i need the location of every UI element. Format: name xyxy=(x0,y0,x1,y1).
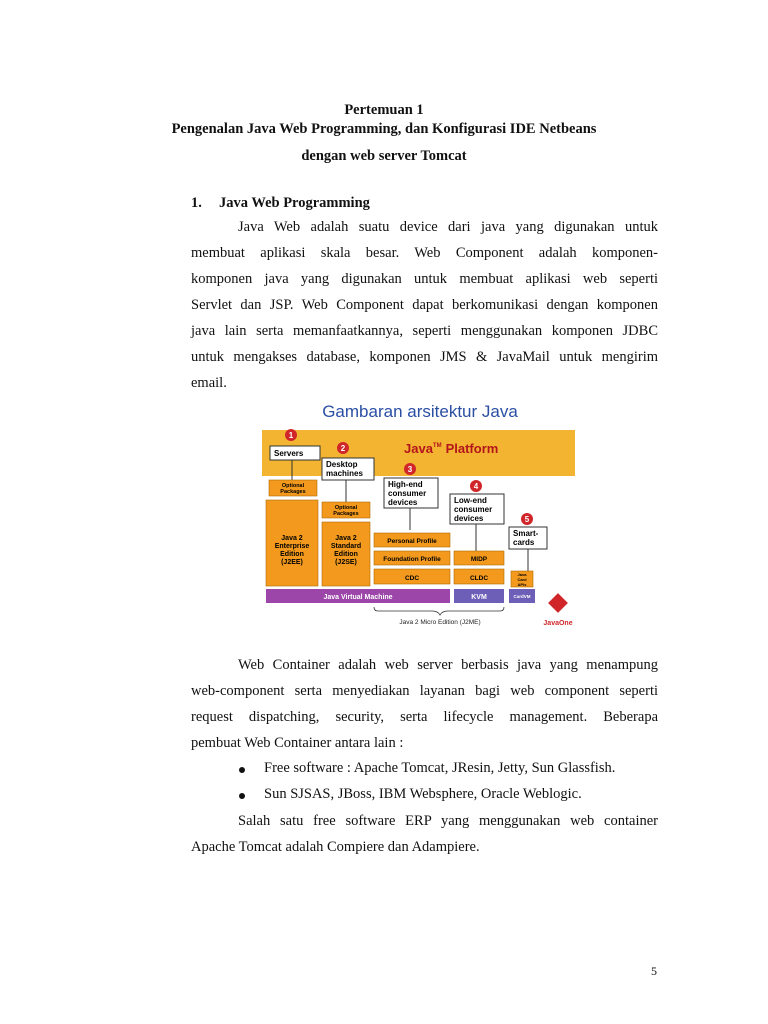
svg-text:cards: cards xyxy=(513,538,535,547)
section-heading xyxy=(191,195,370,212)
section-number: 1. xyxy=(191,195,202,211)
paragraph-line: request dispatching, security, serta lifecycle management. Beberapa xyxy=(191,709,658,725)
optional-packages-2 xyxy=(322,502,370,518)
svg-text:Foundation Profile: Foundation Profile xyxy=(383,556,441,563)
svg-text:CLDC: CLDC xyxy=(469,575,489,582)
svg-text:Personal Profile: Personal Profile xyxy=(387,538,437,545)
svg-text:JavaOne: JavaOne xyxy=(543,620,573,627)
svg-text:Edition: Edition xyxy=(280,551,304,558)
svg-text:Enterprise: Enterprise xyxy=(274,543,310,550)
svg-text:machines: machines xyxy=(326,469,363,478)
highend-box xyxy=(384,478,438,508)
document-page: Pertemuan 1 Pengenalan Java Web Programming, dan Konfigurasi IDE Netbeans dengan web server Tomcat 1. Java Web Programming Java Web adalah suatu device dari java yang digunakan untuk membuat aplikasi skala besar. Web Component adalah komponen- komponen java yang digunakan untuk membuat aplikasi web seperti Servlet dan JSP. Web Component dapat berkomunikasi dengan komponen java lain serta memanfaatkannya, seperti menggunakan komponen JDBC untuk mengakses database, komponen JMS & JavaMail untuk mengirim email. Gambaran arsitektur Java Java™ Platform 1 2 3 4 5 Servers Desktop machines High-end consumer devices Low-end consumer devices Smart- cards Optional Packages Optional Packages Java 2 Enterprise Edition (J2EE) Java 2 Standard Edition (J2SE) Personal Profile Foundation Profile CDC MIDP CLDC Java Card APIs Java Virtual Machine KVM CardVM Java 2 Micro Edition (J2ME) JavaOne Web Container adalah web server berbasis java yang menampung web-component serta menyediakan layanan bagi web component seperti request dispatching, security, serta lifecycle management. Beberapa pembuat Web Container antara lain : Free software : Apache Tomcat, JResin, Jetty, Sun Glassfish. Sun SJSAS, JBoss, IBM Websphere, Oracle Weblogic. Salah satu free software ERP yang menggunakan web container Apache Tomcat adalah Compiere dan Adampiere. 5 xyxy=(0,0,768,1024)
svg-text:Packages: Packages xyxy=(280,489,306,495)
jvm-bar xyxy=(266,589,450,603)
svg-text:Optional: Optional xyxy=(334,505,358,511)
svg-text:KVM: KVM xyxy=(471,594,487,601)
paragraph-line: membuat aplikasi skala besar. Web Component adalah komponen- xyxy=(191,245,658,261)
lowend-box xyxy=(450,494,504,524)
svg-text:Low-end: Low-end xyxy=(454,496,487,505)
cdc-box xyxy=(374,569,450,584)
paragraph-web-container xyxy=(191,652,658,756)
smartcards-box xyxy=(509,527,547,549)
javaone-logo xyxy=(543,593,572,627)
section-title: Java Web Programming xyxy=(219,195,370,211)
marker-2 xyxy=(337,442,349,454)
svg-text:devices: devices xyxy=(454,514,484,523)
bullet-icon xyxy=(239,767,245,773)
document-title-line2: dengan web server Tomcat xyxy=(301,148,467,164)
desktop-box xyxy=(322,458,374,480)
paragraph-line: email. xyxy=(191,375,227,391)
personal-profile-box xyxy=(374,533,450,547)
paragraph-line: Servlet dan JSP. Web Component dapat berkomunikasi dengan komponen xyxy=(191,297,658,313)
svg-text:Packages: Packages xyxy=(333,511,359,517)
marker-5 xyxy=(521,513,533,525)
svg-text:High-end: High-end xyxy=(388,480,423,489)
svg-text:3: 3 xyxy=(407,465,413,474)
java-architecture-figure xyxy=(262,396,578,630)
svg-text:Servers: Servers xyxy=(274,449,304,458)
svg-text:Java: Java xyxy=(517,572,527,577)
foundation-profile-box xyxy=(374,551,450,565)
paragraph-line: java lain serta memanfaatkannya, seperti menggunakan komponen JDBC xyxy=(191,323,658,339)
j2me-bracket xyxy=(374,607,504,615)
paragraph-line: untuk mengakses database, komponen JMS & JavaMail untuk mengirim xyxy=(191,349,658,365)
servers-box xyxy=(270,446,320,460)
paragraph-line: Web Container adalah web server berbasis java yang menampung xyxy=(238,657,658,673)
platform-title: Java™ Platform xyxy=(404,441,499,456)
optional-packages-1 xyxy=(269,480,317,496)
svg-text:APIs: APIs xyxy=(517,582,527,587)
svg-text:Card: Card xyxy=(517,577,527,582)
paragraph-line: web-component serta menyediakan layanan bagi web component seperti xyxy=(191,683,658,699)
cardvm-bar xyxy=(509,589,535,603)
svg-text:(J2SE): (J2SE) xyxy=(335,559,357,566)
paragraph-line: Java Web adalah suatu device dari java yang digunakan untuk xyxy=(238,219,658,235)
svg-text:4: 4 xyxy=(473,482,479,491)
paragraph-java-web xyxy=(191,214,658,396)
paragraph-line: komponen java yang digunakan untuk membuat aplikasi web seperti xyxy=(191,271,658,287)
marker-1 xyxy=(285,429,297,441)
page-number: 5 xyxy=(651,964,657,978)
svg-text:devices: devices xyxy=(388,498,418,507)
bullet-icon xyxy=(239,793,245,799)
svg-text:MIDP: MIDP xyxy=(470,556,488,563)
svg-text:CDC: CDC xyxy=(404,575,420,582)
kvm-bar xyxy=(454,589,504,603)
svg-text:Optional: Optional xyxy=(281,483,305,489)
paragraph-line: pembuat Web Container antara lain : xyxy=(191,735,404,751)
svg-text:Standard: Standard xyxy=(330,543,362,550)
marker-4 xyxy=(470,480,482,492)
svg-text:Edition: Edition xyxy=(334,551,358,558)
j2se-box xyxy=(322,522,370,586)
svg-text:5: 5 xyxy=(524,515,530,524)
paragraph-erp xyxy=(191,808,658,860)
marker-3 xyxy=(404,463,416,475)
svg-text:Smart-: Smart- xyxy=(513,529,539,538)
svg-text:1: 1 xyxy=(288,431,294,440)
svg-text:Java 2: Java 2 xyxy=(281,535,303,542)
midp-box xyxy=(454,551,504,565)
j2me-label: Java 2 Micro Edition (J2ME) xyxy=(399,619,481,626)
document-title-line1: Pengenalan Java Web Programming, dan Konfigurasi IDE Netbeans xyxy=(171,121,597,137)
meeting-title: Pertemuan 1 xyxy=(344,102,424,118)
figure-caption: Gambaran arsitektur Java xyxy=(322,402,518,421)
j2ee-box xyxy=(266,500,318,586)
svg-text:(J2EE): (J2EE) xyxy=(281,559,303,566)
svg-text:2: 2 xyxy=(340,444,346,453)
paragraph-line: Salah satu free software ERP yang menggunakan web container xyxy=(238,813,658,829)
javacard-box xyxy=(511,571,533,587)
svg-text:CardVM: CardVM xyxy=(513,594,531,599)
svg-text:consumer: consumer xyxy=(454,505,493,514)
paragraph-line: Apache Tomcat adalah Compiere dan Adampiere. xyxy=(191,839,480,855)
cldc-box xyxy=(454,569,504,584)
svg-text:Desktop: Desktop xyxy=(326,460,358,469)
svg-text:Java 2: Java 2 xyxy=(335,535,357,542)
svg-text:Java Virtual Machine: Java Virtual Machine xyxy=(323,594,393,601)
svg-text:consumer: consumer xyxy=(388,489,427,498)
